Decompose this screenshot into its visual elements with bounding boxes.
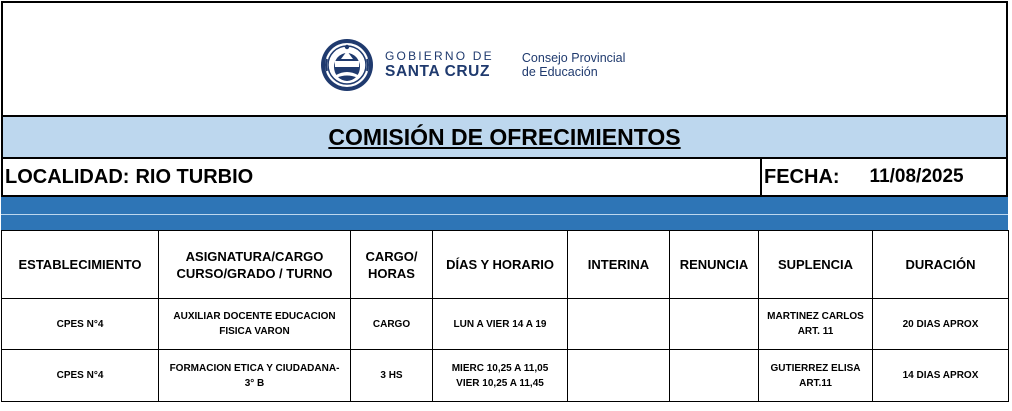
government-logo <box>319 37 625 93</box>
cell-interina <box>568 299 670 350</box>
localidad-cell <box>3 159 762 195</box>
council-name <box>522 51 626 79</box>
council-line-1: Consejo Provincial <box>521 51 626 65</box>
cell-duracion: 14 DIAS APROX <box>873 350 1009 402</box>
title-bar <box>1 117 1008 159</box>
blue-band-bottom <box>1 215 1008 230</box>
column-header-renuncia: RENUNCIA <box>670 231 759 299</box>
cell-duracion: 20 DIAS APROX <box>873 299 1009 350</box>
column-header-asignatura: ASIGNATURA/CARGO CURSO/GRADO / TURNO <box>159 231 351 299</box>
cell-dias-horario: MIERC 10,25 A 11,05 VIER 10,25 A 11,45 <box>433 350 568 402</box>
cell-establecimiento: CPES N°4 <box>2 350 159 402</box>
santa-cruz-seal-icon <box>319 37 375 93</box>
gov-province-text: SANTA CRUZ <box>385 63 491 80</box>
page-title: COMISIÓN DE OFRECIMIENTOS <box>328 123 681 150</box>
offers-table <box>1 230 1009 402</box>
blue-band-top <box>1 197 1008 214</box>
fecha-label: FECHA: <box>764 165 840 188</box>
fecha-value: 11/08/2025 <box>869 166 964 187</box>
column-header-establecimiento: ESTABLECIMIENTO <box>2 231 159 299</box>
cell-interina <box>568 350 670 402</box>
column-header-cargo-horas: CARGO/ HORAS <box>351 231 433 299</box>
cell-cargo-horas: CARGO <box>351 299 433 350</box>
cell-renuncia <box>670 299 759 350</box>
table-row <box>2 299 1009 350</box>
cell-establecimiento: CPES N°4 <box>2 299 159 350</box>
table-row <box>2 350 1009 402</box>
fecha-cell <box>762 159 1006 195</box>
cell-suplencia: MARTINEZ CARLOS ART. 11 <box>759 299 873 350</box>
cell-renuncia <box>670 350 759 402</box>
cell-asignatura: FORMACION ETICA Y CIUDADANA- 3° B <box>159 350 351 402</box>
column-header-interina: INTERINA <box>568 231 670 299</box>
table-header-row <box>2 231 1009 299</box>
header-box <box>1 1 1008 117</box>
cell-dias-horario: LUN A VIER 14 A 19 <box>433 299 568 350</box>
column-header-suplencia: SUPLENCIA <box>759 231 873 299</box>
cell-asignatura: AUXILIAR DOCENTE EDUCACION FISICA VARON <box>159 299 351 350</box>
gov-small-text: GOBIERNO DE <box>385 49 494 63</box>
column-header-duracion: DURACIÓN <box>873 231 1009 299</box>
cell-cargo-horas: 3 HS <box>351 350 433 402</box>
government-name <box>385 49 494 81</box>
location-date-row <box>1 159 1008 197</box>
cell-suplencia: GUTIERREZ ELISA ART.11 <box>759 350 873 402</box>
localidad-label: LOCALIDAD: <box>5 165 130 188</box>
localidad-value: RIO TURBIO <box>135 165 254 188</box>
council-line-2: de Educación <box>521 65 598 79</box>
column-header-dias-horario: DÍAS Y HORARIO <box>433 231 568 299</box>
